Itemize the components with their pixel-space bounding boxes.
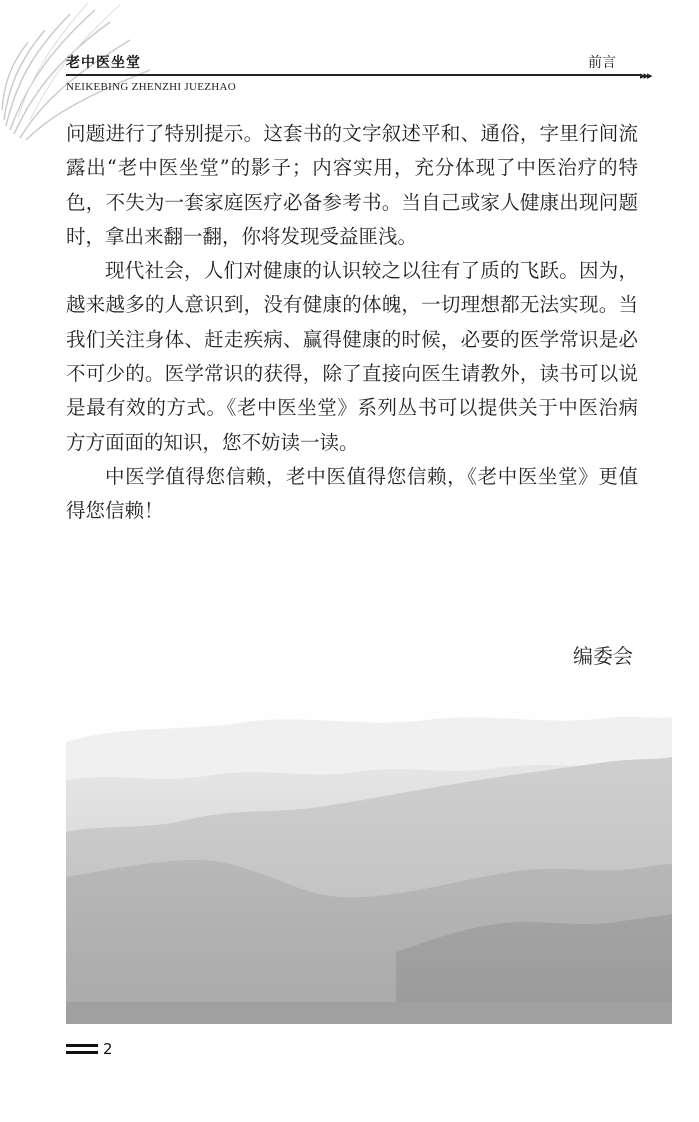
header-subtitle: NEIKEBING ZHENZHI JUEZHAO [66, 81, 237, 93]
header-rule [66, 74, 640, 76]
paragraph: 中医学值得您信赖，老中医值得您信赖，《老中医坐堂》更值得您信赖！ [66, 464, 638, 523]
running-header [66, 52, 666, 100]
page-number-text: 2 [103, 1040, 113, 1058]
section-title: 前言 [588, 55, 616, 71]
signature: 编委会 [573, 644, 633, 668]
paragraph: 现代社会，人们对健康的认识较之以往有了质的飞跃。因为，越来越多的人意识到，没有健康的体魄，一切理想都无法实现。当我们关注身体、赶走疾病、赢得健康的时候，必要的医学常识是必不可少的。医学常识的获得，除了直接向医生请教外，读书可以说是最有效的方式。《老中医坐堂》系列丛书可以提供关于中医治病方方面面的知识，您不妨读一读。 [66, 259, 638, 454]
paragraph: 问题进行了特别提示。这套书的文字叙述平和、通俗，字里行间流露出“老中医坐堂”的影子；内容实用，充分体现了中医治疗的特色，不失为一套家庭医疗必备参考书。当自己或家人健康出现问题时，拿出来翻一翻，你将发现受益匪浅。 [66, 122, 638, 248]
arrow-icon: ▸▸▸ [640, 69, 651, 82]
mountain-landscape-image [66, 702, 672, 1024]
series-title: 老中医坐堂 [66, 55, 141, 71]
body-text [66, 117, 638, 529]
page-mark-icon [66, 1044, 98, 1055]
